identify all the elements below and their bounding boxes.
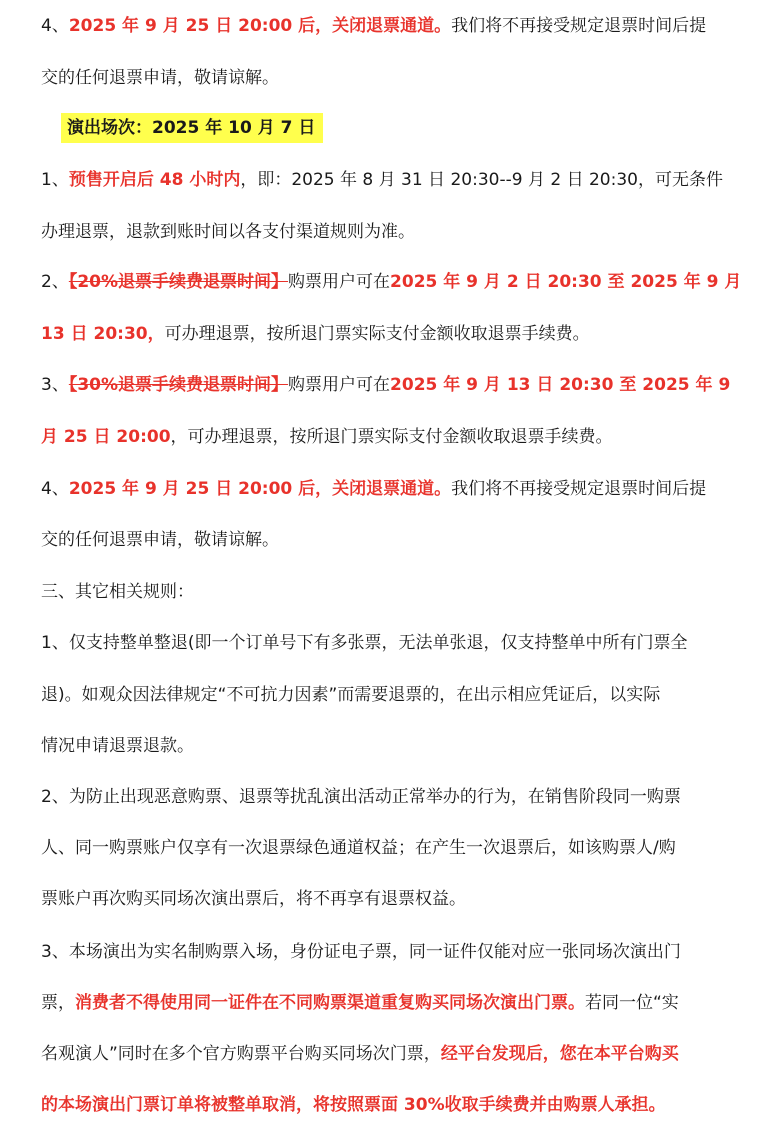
section-b-item1-line2	[41, 220, 415, 244]
rule3-line4	[41, 1093, 666, 1117]
rule-text: 1、仅支持整单整退(即一个订单号下有多张票，无法单张退，仅支持整单中所有门票全	[41, 633, 688, 653]
section-heading-text: 三、其它相关规则：	[41, 582, 194, 602]
item-text: 购票用户可在	[288, 272, 391, 292]
rule-text: 2、为防止出现恶意购票、退票等扰乱演出活动正常举办的行为，在销售阶段同一购票	[41, 787, 681, 807]
item-text: 购票用户可在	[288, 375, 391, 395]
rule3-line2	[41, 991, 679, 1015]
rule-text: 情况申请退票退款。	[41, 736, 194, 756]
rule2-line3	[41, 887, 466, 911]
rule-text: 3、本场演出为实名制购票入场，身份证电子票，同一证件仅能对应一张同场次演出门	[41, 942, 681, 962]
red-emphasis: 2025 年 9 月 25 日 20:00 后，关闭退票通道。	[68, 479, 452, 499]
item-text: ，即：2025 年 8 月 31 日 20:30--9 月 2 日 20:30，可无条件	[240, 170, 723, 190]
item-number: 2、	[41, 272, 69, 292]
struck-bracket-label: 【30%退票手续费退票时间】	[68, 375, 289, 395]
section-b-item4-line2	[41, 528, 279, 552]
item-text: 交的任何退票申请，敬请谅解。	[41, 68, 279, 88]
red-emphasis: 2025 年 9 月 25 日 20:00 后，关闭退票通道。	[68, 16, 452, 36]
section-b-item3-line1	[41, 373, 730, 397]
section-b-item1-line1	[41, 168, 723, 192]
struck-bracket-label: 【20%退票手续费退票时间】	[68, 272, 289, 292]
rule-text: 名观演人”同时在多个官方购票平台购买同场次门票，	[41, 1044, 441, 1064]
item-text: 交的任何退票申请，敬请谅解。	[41, 530, 279, 550]
rule-text: 票，	[41, 993, 75, 1013]
item-text: ，可办理退票，按所退门票实际支付金额收取退票手续费。	[170, 427, 613, 447]
item-number: 3、	[41, 375, 69, 395]
rule1-line2	[41, 683, 660, 707]
item-number: 1、	[41, 170, 69, 190]
section-b-item3-line2	[41, 425, 613, 449]
rule2-line1	[41, 785, 681, 809]
section-b-item4-line1	[41, 477, 706, 501]
item-text: 可办理退票，按所退门票实际支付金额收取退票手续费。	[164, 324, 590, 344]
item-number: 4、	[41, 479, 69, 499]
session-heading	[61, 113, 323, 143]
red-emphasis: 2025 年 9 月 2 日 20:30 至 2025 年 9 月	[390, 272, 742, 292]
red-emphasis: 预售开启后 48 小时内	[68, 170, 241, 190]
rule1-line3	[41, 734, 194, 758]
section-b-item2-line2	[41, 322, 590, 346]
red-emphasis: 月 25 日 20:00	[41, 427, 171, 447]
item-text: 我们将不再接受规定退票时间后提	[451, 479, 707, 499]
red-emphasis: 消费者不得使用同一证件在不同购票渠道重复购买同场次演出门票。	[75, 993, 585, 1013]
section-b-item2-line1	[41, 270, 741, 294]
section-c-heading	[41, 580, 194, 604]
session-heading-text: 演出场次：2025 年 10 月 7 日	[61, 113, 323, 143]
rule3-line1	[41, 940, 681, 964]
rule-text: 退)。如观众因法律规定“不可抗力因素”而需要退票的，在出示相应凭证后，以实际	[41, 685, 661, 705]
rule-text: 票账户再次购买同场次演出票后，将不再享有退票权益。	[41, 889, 466, 909]
section-a-item4-line1	[41, 14, 706, 38]
red-emphasis: 2025 年 9 月 13 日 20:30 至 2025 年 9	[390, 375, 731, 395]
item-text: 我们将不再接受规定退票时间后提	[451, 16, 707, 36]
rule1-line1	[41, 631, 687, 655]
item-number: 4、	[41, 16, 69, 36]
rule-text: 人、同一购票账户仅享有一次退票绿色通道权益；在产生一次退票后，如该购票人/购	[41, 838, 676, 858]
rule3-line3	[41, 1042, 679, 1066]
red-emphasis: 的本场演出门票订单将被整单取消，将按照票面 30%收取手续费并由购票人承担。	[41, 1095, 666, 1115]
red-emphasis: 经平台发现后，您在本平台购买	[440, 1044, 679, 1064]
rule2-line2	[41, 836, 676, 860]
rule-text: 若同一位“实	[585, 993, 679, 1013]
item-text: 办理退票，退款到账时间以各支付渠道规则为准。	[41, 222, 415, 242]
red-emphasis: 13 日 20:30，	[41, 324, 165, 344]
section-a-item4-line2	[41, 66, 279, 90]
